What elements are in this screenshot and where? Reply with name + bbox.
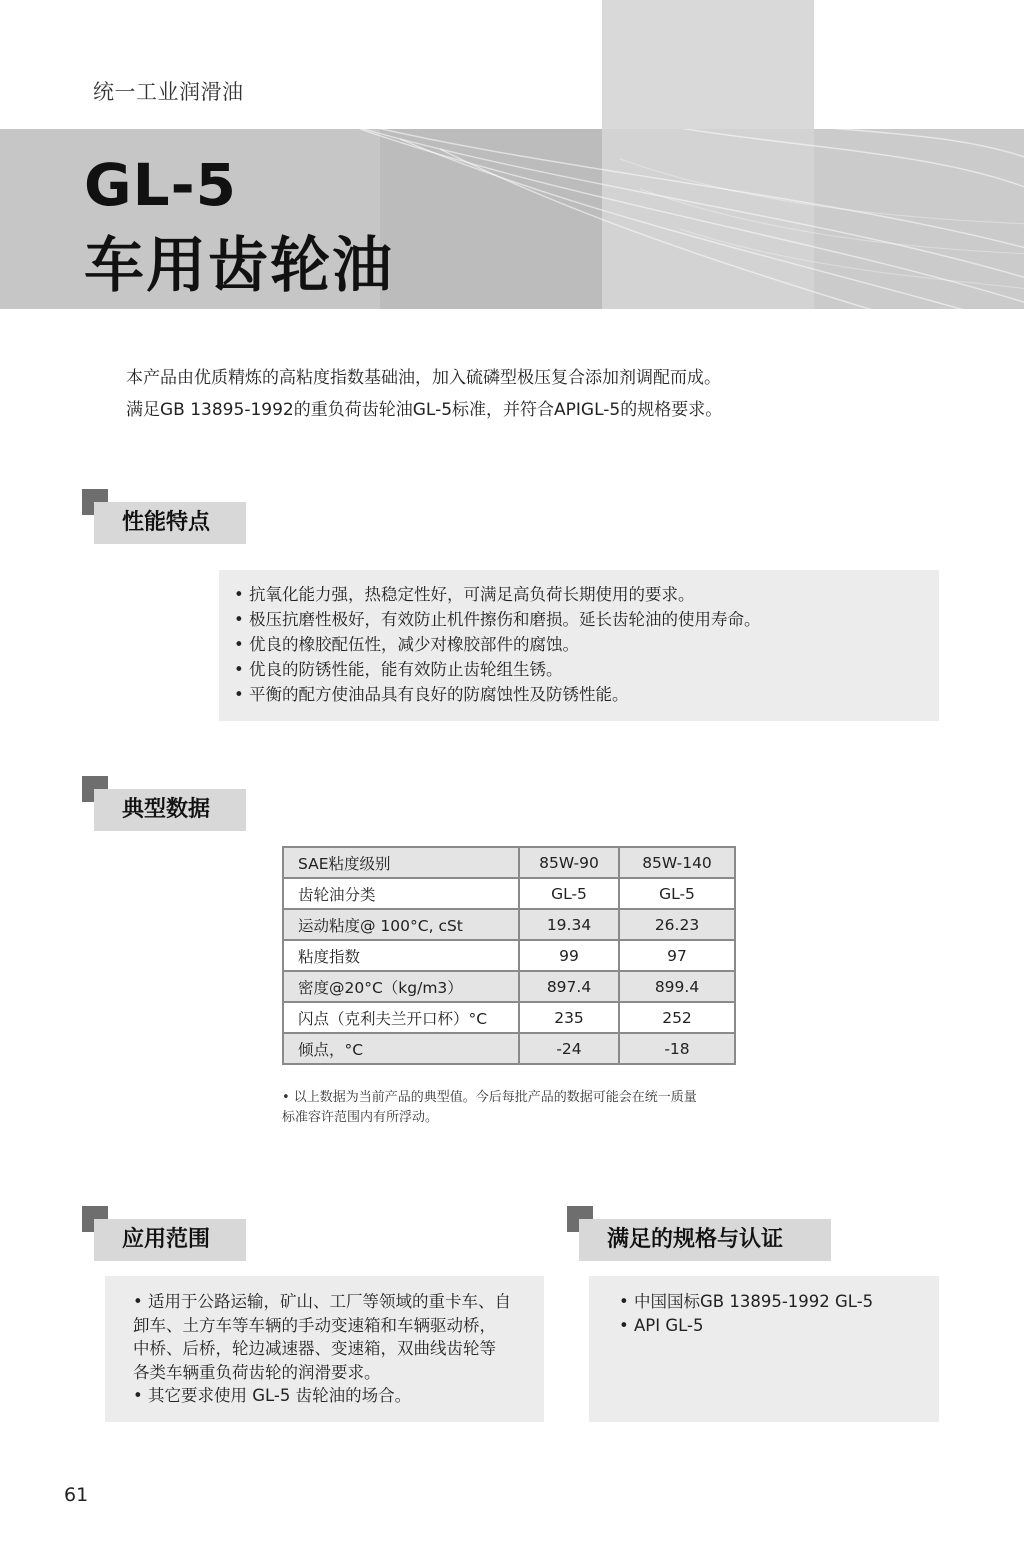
table-cell: 闪点（克利夫兰开口杯）°C [283,1002,519,1033]
product-title-code: GL-5 [84,151,237,219]
table-cell: GL-5 [519,878,619,909]
feature-item: • 平衡的配方使油品具有良好的防腐蚀性及防锈性能。 [234,685,629,704]
application-line: • 其它要求使用 GL-5 齿轮油的场合。 [133,1386,412,1405]
table-cell: 899.4 [619,971,735,1002]
feature-item: • 优良的橡胶配伍性，减少对橡胶部件的腐蚀。 [234,635,579,654]
table-cell: 897.4 [519,971,619,1002]
feature-item: • 极压抗磨性极好，有效防止机件擦伤和磨损。延长齿轮油的使用寿命。 [234,610,761,629]
application-line: 各类车辆重负荷齿轮的润滑要求。 [133,1362,381,1382]
features-heading: 性能特点 [94,502,246,544]
table-cell: 密度@20°C（kg/m3） [283,971,519,1002]
feature-item: • 优良的防锈性能，能有效防止齿轮组生锈。 [234,660,563,679]
typical-data-heading: 典型数据 [94,789,246,831]
table-cell: 粘度指数 [283,940,519,971]
footnote-line: 标准容许范围内有所浮动。 [282,1110,439,1125]
table-header-row [283,847,735,878]
table-cell: GL-5 [619,878,735,909]
application-line: 中桥、后桥，轮边减速器、变速箱，双曲线齿轮等 [133,1339,496,1358]
table-cell: 26.23 [619,909,735,940]
table-cell: -18 [619,1033,735,1064]
features-box [219,570,939,721]
specs-heading: 满足的规格与认证 [579,1219,831,1261]
brand-name: 统一工业润滑油 [93,80,244,104]
spec-item: • 中国国标GB 13895-1992 GL-5 [619,1292,874,1311]
specs-box [589,1276,939,1422]
table-row [283,1033,735,1064]
table-cell: 85W-140 [619,847,735,878]
intro-line: 满足GB 13895-1992的重负荷齿轮油GL-5标准，并符合APIGL-5的规格要求。 [126,400,723,420]
table-cell: -24 [519,1033,619,1064]
feature-item: • 抗氧化能力强，热稳定性好，可满足高负荷长期使用的要求。 [234,585,695,604]
table-cell: 252 [619,1002,735,1033]
table-cell: SAE粘度级别 [283,847,519,878]
table-cell: 97 [619,940,735,971]
table-cell: 19.34 [519,909,619,940]
intro-line: 本产品由优质精炼的高粘度指数基础油，加入硫磷型极压复合添加剂调配而成。 [126,368,721,388]
table-row [283,971,735,1002]
application-box [105,1276,544,1422]
typical-data-table [282,846,736,1065]
table-cell: 运动粘度@ 100°C, cSt [283,909,519,940]
footnote-line: • 以上数据为当前产品的典型值。今后每批产品的数据可能会在统一质量 [282,1090,697,1105]
table-footnote [282,1088,752,1128]
application-line: 卸车、土方车等车辆的手动变速箱和车辆驱动桥， [133,1315,496,1335]
table-cell: 235 [519,1002,619,1033]
table-row [283,878,735,909]
table-row [283,1002,735,1033]
table-cell: 99 [519,940,619,971]
table-cell: 齿轮油分类 [283,878,519,909]
application-line: • 适用于公路运输，矿山、工厂等领域的重卡车、自 [133,1292,511,1311]
table-row [283,940,735,971]
header-decor-block [602,0,814,130]
intro-paragraph [126,362,722,426]
table-row [283,909,735,940]
table-cell: 85W-90 [519,847,619,878]
product-title-name: 车用齿轮油 [84,231,394,301]
table-cell: 倾点，°C [283,1033,519,1064]
application-heading: 应用范围 [94,1219,246,1261]
spec-item: • API GL-5 [619,1315,704,1335]
page-number: 61 [64,1484,89,1506]
